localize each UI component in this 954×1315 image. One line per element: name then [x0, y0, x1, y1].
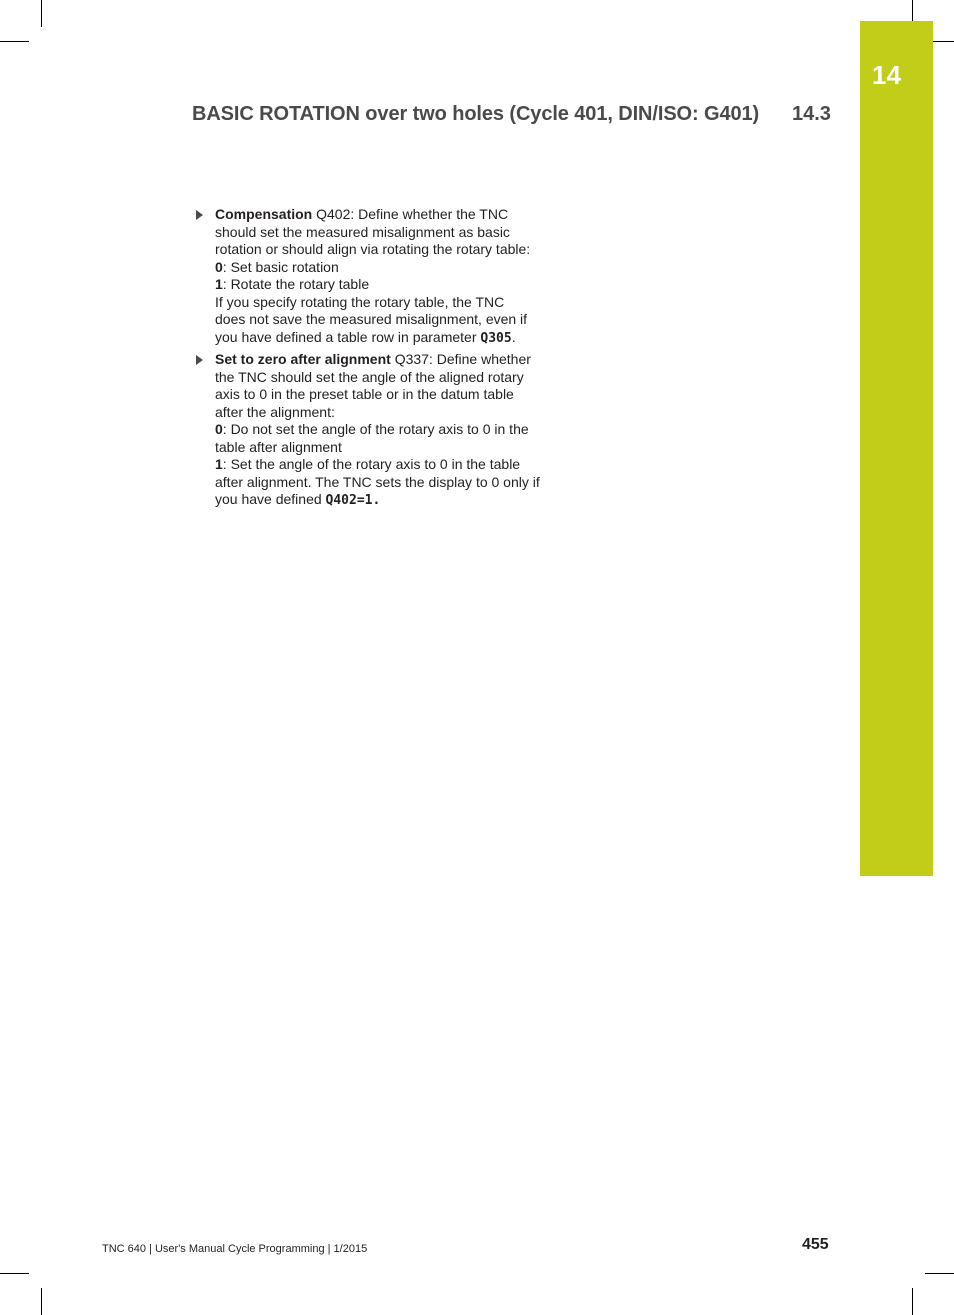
crop-mark [0, 1273, 29, 1274]
param-desc: Q337: Define whether [390, 351, 531, 367]
crop-mark [925, 1273, 954, 1274]
option-key: 0 [215, 258, 223, 275]
option-text: : Set the angle of the rotary axis to 0 in the table [222, 456, 521, 472]
chapter-tab [860, 21, 933, 876]
footer-text: TNC 640 | User's Manual Cycle Programming | 1/2015 [102, 1243, 368, 1255]
parameter-list [196, 206, 556, 514]
page-title: BASIC ROTATION over two holes (Cycle 401, DIN/ISO: G401) [192, 103, 760, 125]
crop-mark [0, 41, 29, 42]
parameter-set-to-zero [196, 351, 556, 510]
option-text: : Rotate the rotary table [222, 276, 370, 292]
triangle-bullet-icon [196, 210, 203, 220]
param-code: Q402=1. [325, 493, 381, 508]
crop-mark [912, 1288, 913, 1315]
option-key: 1 [215, 276, 223, 292]
page-number: 455 [802, 1236, 829, 1253]
param-desc: you have defined a table row in parameter [215, 328, 481, 345]
param-desc: should set the measured misalignment as basic [215, 223, 510, 240]
section-number: 14.3 [792, 103, 831, 125]
option-key: 1 [215, 456, 223, 472]
crop-mark [41, 1288, 42, 1315]
param-desc: you have defined [215, 491, 326, 507]
crop-mark [41, 0, 42, 27]
param-desc: Q402: Define whether the TNC [312, 206, 509, 222]
parameter-compensation [196, 206, 556, 347]
option-text: : Do not set the angle of the rotary axis to 0 in the [222, 421, 529, 437]
chapter-number: 14 [872, 60, 901, 90]
param-desc: . [511, 328, 516, 345]
param-desc: does not save the measured misalignment, even if [215, 311, 528, 327]
param-name: Set to zero after alignment [215, 351, 391, 367]
param-desc: the TNC should set the angle of the aligned rotary [215, 368, 524, 385]
param-desc: If you specify rotating the rotary table, the TNC [215, 293, 505, 310]
option-text: table after alignment [215, 438, 342, 455]
param-desc: rotation or should align via rotating the rotary table: [215, 241, 531, 257]
option-key: 0 [215, 421, 223, 437]
param-name: Compensation [215, 206, 313, 222]
triangle-bullet-icon [196, 355, 203, 365]
option-text: : Set basic rotation [222, 258, 339, 275]
param-desc: after the alignment: [215, 403, 335, 420]
param-desc: after alignment. The TNC sets the display to 0 only if [215, 473, 540, 490]
param-desc: axis to 0 in the preset table or in the datum table [215, 386, 514, 402]
param-code: Q305 [480, 330, 512, 346]
